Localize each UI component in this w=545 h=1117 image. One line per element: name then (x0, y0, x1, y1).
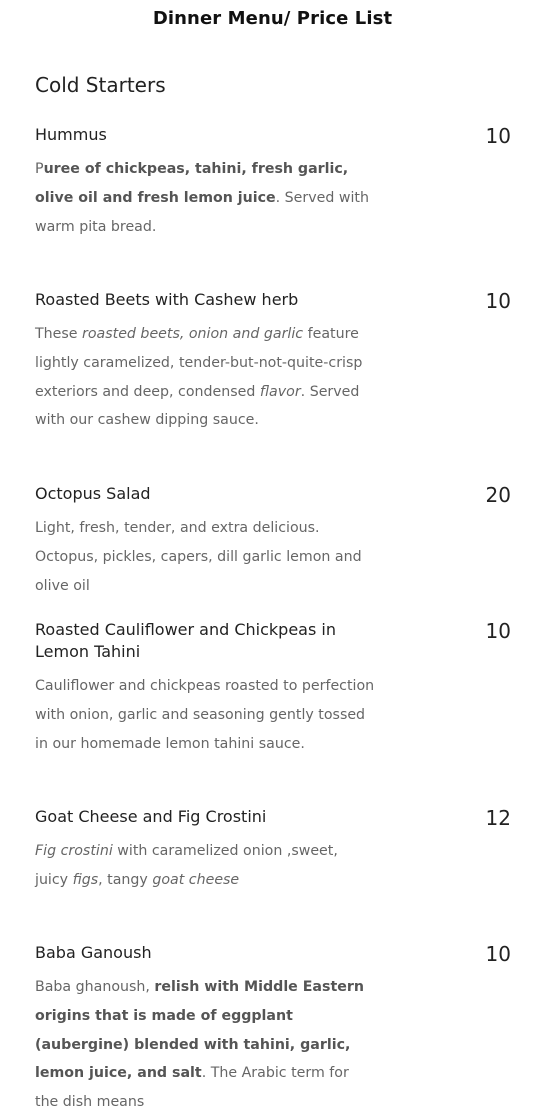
item-description (35, 514, 375, 600)
item-name: Goat Cheese and Fig Crostini (35, 807, 267, 826)
menu-item-roasted-beets (35, 289, 511, 435)
desc-part: flavor (259, 383, 301, 400)
menu-item-roasted-cauliflower (35, 619, 511, 758)
desc-part: . Served with our cashew dipping sauce. (35, 383, 360, 429)
desc-part: feature lightly caramelized, tender-but-not-quite-crisp exteriors and deep, condensed (35, 326, 363, 400)
item-description (35, 320, 375, 435)
item-description (35, 973, 375, 1117)
menu-item-octopus-salad (35, 483, 511, 600)
desc-part: Cauliflower and chickpeas roasted to perfection with onion, garlic and seasoning gently tossed in our homemade lemon tahini sauce. (35, 678, 375, 752)
item-price: 10 (485, 124, 511, 148)
desc-part: goat cheese (152, 871, 240, 888)
menu-item-hummus (35, 124, 511, 241)
desc-part: Baba ghanoush, (35, 979, 155, 995)
item-description (35, 155, 375, 241)
item-description (35, 672, 375, 758)
desc-part: with caramelized onion ,sweet, juicy (35, 843, 338, 888)
desc-part: figs (72, 871, 99, 888)
desc-part: . The Arabic term for the dish means (35, 1065, 349, 1111)
item-name: Roasted Cauliflower and Chickpeas in Lemon Tahini (35, 620, 336, 661)
item-name: Roasted Beets with Cashew herb (35, 290, 299, 309)
item-price: 12 (485, 806, 511, 830)
desc-part: Light, fresh, tender, and extra delicious. Octopus, pickles, capers, dill garlic lemon and olive oil (35, 520, 362, 594)
menu-item-goat-cheese-crostini (35, 806, 511, 895)
item-price: 10 (485, 619, 511, 643)
desc-part: . Served with warm pita bread. (35, 189, 369, 235)
desc-part: roasted beets, onion and garlic (82, 326, 304, 342)
desc-part: uree of chickpeas, tahini, fresh garlic, olive oil and fresh lemon juice (35, 161, 349, 206)
item-name: Hummus (35, 125, 107, 144)
desc-part: relish with Middle Eastern origins that is made of eggplant (aubergine) blended with tahini, garlic, lemon juice, and salt (35, 979, 364, 1082)
item-price: 10 (485, 942, 511, 966)
page-title: Dinner Menu/ Price List (152, 8, 393, 29)
item-price: 20 (485, 483, 511, 507)
item-description (35, 837, 375, 895)
desc-part: P (35, 161, 44, 177)
desc-part: Fig crostini (35, 843, 113, 859)
desc-part: , tangy (98, 871, 153, 888)
desc-part: These (35, 326, 83, 342)
item-name: Octopus Salad (35, 484, 151, 503)
item-name: Baba Ganoush (35, 943, 152, 962)
item-price: 10 (485, 289, 511, 313)
section-title-cold-starters: Cold Starters (35, 73, 166, 97)
menu-item-baba-ganoush (35, 942, 511, 1117)
